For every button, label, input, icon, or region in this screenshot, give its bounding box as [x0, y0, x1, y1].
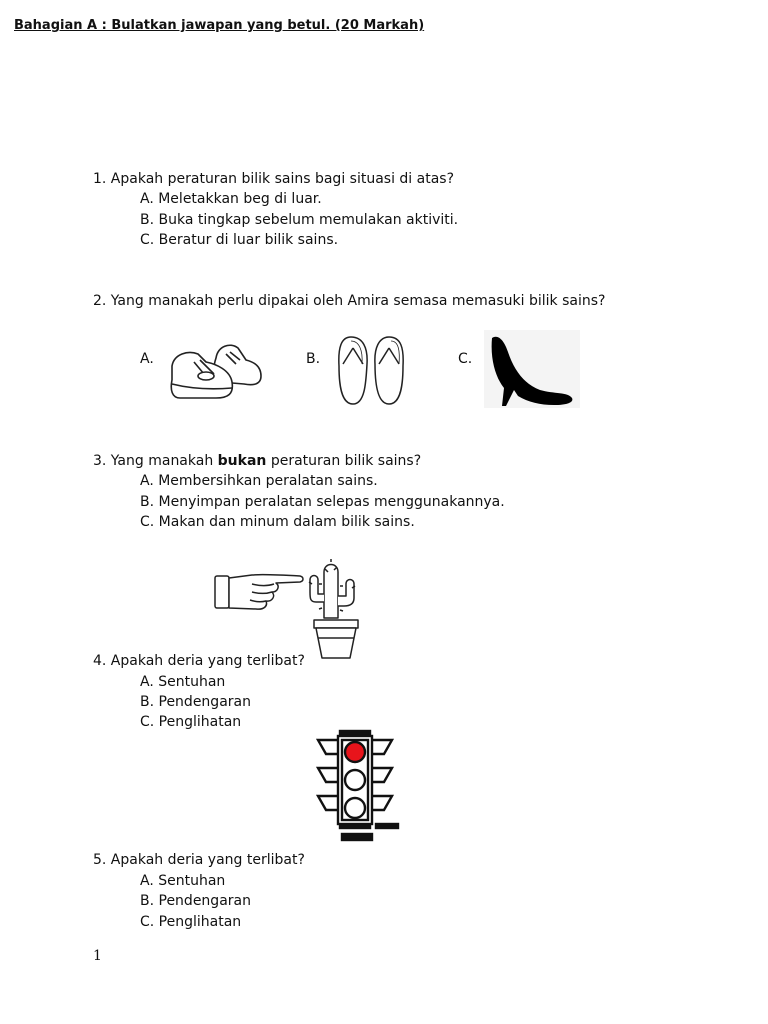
q2-option-c-label[interactable]: C.: [458, 351, 473, 367]
q1-option-b[interactable]: B. Buka tingkap sebelum memulakan aktiviti.: [140, 212, 459, 228]
q4-option-c[interactable]: C. Penglihatan: [140, 714, 242, 730]
red-light: [345, 742, 365, 762]
q5-option-c[interactable]: C. Penglihatan: [140, 914, 242, 930]
question-2: 2. Yang manakah perlu dipakai oleh Amira semasa memasuki bilik sains?: [93, 293, 606, 309]
section-header: Bahagian A : Bulatkan jawapan yang betul. (20 Markah): [14, 18, 425, 33]
question-5: 5. Apakah deria yang terlibat?: [93, 852, 305, 868]
q1-option-c[interactable]: C. Beratur di luar bilik sains.: [140, 232, 339, 248]
q2-option-b-label[interactable]: B.: [306, 351, 321, 367]
q3-option-b[interactable]: B. Menyimpan peralatan selepas menggunakannya.: [140, 494, 505, 510]
hand-touching-cactus-icon: [212, 558, 372, 662]
sneakers-icon[interactable]: [168, 340, 264, 402]
question-3-emphasis: bukan: [217, 453, 267, 469]
q3-option-a[interactable]: A. Membersihkan peralatan sains.: [140, 473, 378, 489]
q4-option-b[interactable]: B. Pendengaran: [140, 694, 251, 710]
q3-option-c[interactable]: C. Makan dan minum dalam bilik sains.: [140, 514, 415, 530]
question-3: 3. Yang manakah bukan peraturan bilik sains?: [93, 453, 422, 469]
q4-option-a[interactable]: A. Sentuhan: [140, 674, 226, 690]
q1-option-a[interactable]: A. Meletakkan beg di luar.: [140, 191, 322, 207]
q5-option-a[interactable]: A. Sentuhan: [140, 873, 226, 889]
slippers-icon[interactable]: [335, 334, 407, 408]
traffic-light-icon: [312, 728, 404, 844]
page-number: 1: [93, 948, 102, 964]
question-1: 1. Apakah peraturan bilik sains bagi situasi di atas?: [93, 171, 455, 187]
high-heel-icon[interactable]: [484, 330, 580, 408]
q2-option-a-label[interactable]: A.: [140, 351, 154, 367]
question-4: 4. Apakah deria yang terlibat?: [93, 653, 305, 669]
q5-option-b[interactable]: B. Pendengaran: [140, 893, 251, 909]
